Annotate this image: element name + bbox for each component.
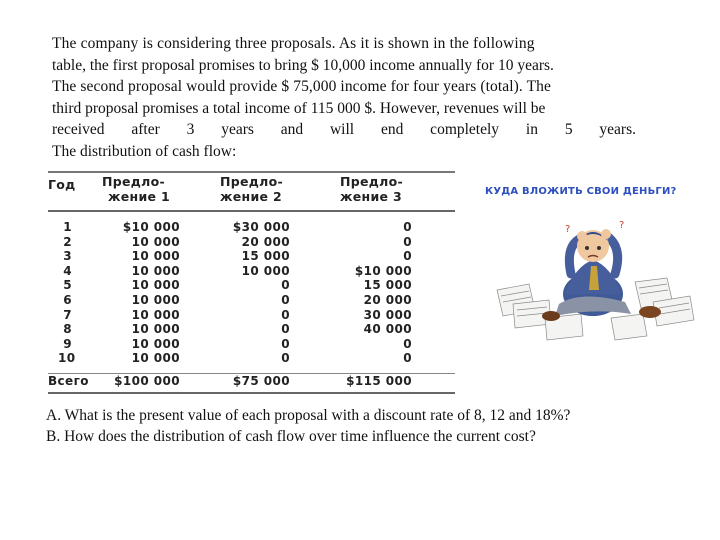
table-cell: 3 [63, 249, 72, 264]
questions-block [46, 405, 706, 447]
proposal-1-column [110, 220, 180, 366]
table-cell: 0 [403, 351, 412, 366]
table-cell: $30 000 [232, 220, 290, 234]
table-cell: 10 000 [131, 263, 180, 278]
cash-flow-table [40, 170, 455, 394]
table-cell: 6 [63, 292, 72, 307]
header-proposal-2 [220, 174, 283, 204]
intro-line: The distribution of cash flow: [52, 142, 237, 160]
table-top-rule [48, 171, 455, 173]
intro-line: table, the first proposal promises to bring $ 10,000 income annually for 10 years. [52, 56, 554, 74]
investor-drawing [485, 186, 697, 346]
table-cell: 40 000 [363, 322, 412, 337]
header-proposal-3 [340, 174, 403, 204]
table-cell: 10 000 [241, 263, 290, 278]
intro-line: The company is considering three proposals. As it is shown in the following [52, 35, 535, 52]
intro-line: third proposal promises a total income of 115 000 $. However, revenues will be [52, 99, 546, 117]
table-cell: 0 [281, 351, 290, 366]
year-column [58, 220, 76, 366]
table-header-rule [48, 210, 455, 212]
table-cell: 10 000 [131, 307, 180, 322]
question-a: A. What is the present value of each proposal with a discount rate of 8, 12 and 18%? [46, 407, 571, 424]
proposal-2-column [218, 220, 290, 366]
table-cell: 10 [58, 351, 76, 366]
total-proposal-2: $75 000 [232, 374, 290, 388]
header-proposal-1-line2: жение 1 [108, 189, 170, 204]
table-cell: 0 [281, 292, 290, 307]
table-cell: 10 000 [131, 336, 180, 351]
table-cell: 10 000 [131, 249, 180, 264]
table-bottom-rule [48, 392, 455, 394]
table-cell: 30 000 [363, 307, 412, 322]
illustration-caption: КУДА ВЛОЖИТЬ СВОИ ДЕНЬГИ? [485, 186, 677, 197]
table-cell: 2 [63, 234, 72, 249]
table-cell: 10 000 [131, 234, 180, 249]
proposal-3-column [340, 220, 412, 366]
table-cell: 0 [281, 322, 290, 337]
intro-paragraph [52, 33, 636, 162]
shoe-left [542, 311, 560, 321]
table-cell: 15 000 [363, 278, 412, 293]
header-proposal-3-line1: Предло- [340, 174, 404, 189]
totals-label: Всего [48, 374, 89, 388]
table-cell: 1 [63, 220, 72, 234]
table-cell: 0 [403, 220, 412, 234]
table-cell: 7 [63, 307, 72, 322]
table-cell: 10 000 [131, 322, 180, 337]
table-cell: 10 000 [131, 351, 180, 366]
intro-line: The second proposal would provide $ 75,000 income for four years (total). The [52, 78, 551, 95]
table-cell: 20 000 [363, 292, 412, 307]
worried-investor-illustration [485, 186, 697, 346]
total-proposal-1: $100 000 [114, 374, 180, 388]
table-cell: 8 [63, 322, 72, 337]
table-cell: 20 000 [241, 234, 290, 249]
table-cell: $10 000 [122, 220, 180, 234]
total-proposal-3: $115 000 [346, 374, 412, 388]
header-proposal-1-line1: Предло- [102, 174, 166, 189]
header-proposal-2-line1: Предло- [220, 174, 284, 189]
header-proposal-1 [102, 174, 170, 204]
question-b: B. How does the distribution of cash flow over time influence the current cost? [46, 428, 536, 445]
table-cell: 4 [63, 263, 72, 278]
table-cell: $10 000 [354, 263, 412, 278]
table-cell: 10 000 [131, 278, 180, 293]
question-mark-glyph: ? [619, 220, 625, 231]
intro-line: received after 3 years and will end completely in 5 years. [52, 121, 636, 138]
table-cell: 0 [403, 336, 412, 351]
table-cell: 10 000 [131, 292, 180, 307]
header-year: Год [48, 177, 76, 192]
table-cell: 0 [281, 278, 290, 293]
table-cell: 0 [281, 336, 290, 351]
shoe-right [639, 306, 661, 318]
question-mark-glyph: ? [565, 224, 571, 235]
table-cell: 9 [63, 336, 72, 351]
table-cell: 0 [403, 234, 412, 249]
table-cell: 0 [281, 307, 290, 322]
table-cell: 5 [63, 278, 72, 293]
table-cell: 15 000 [241, 249, 290, 264]
header-proposal-3-line2: жение 3 [340, 189, 402, 204]
table-cell: 0 [403, 249, 412, 264]
header-proposal-2-line2: жение 2 [220, 189, 282, 204]
